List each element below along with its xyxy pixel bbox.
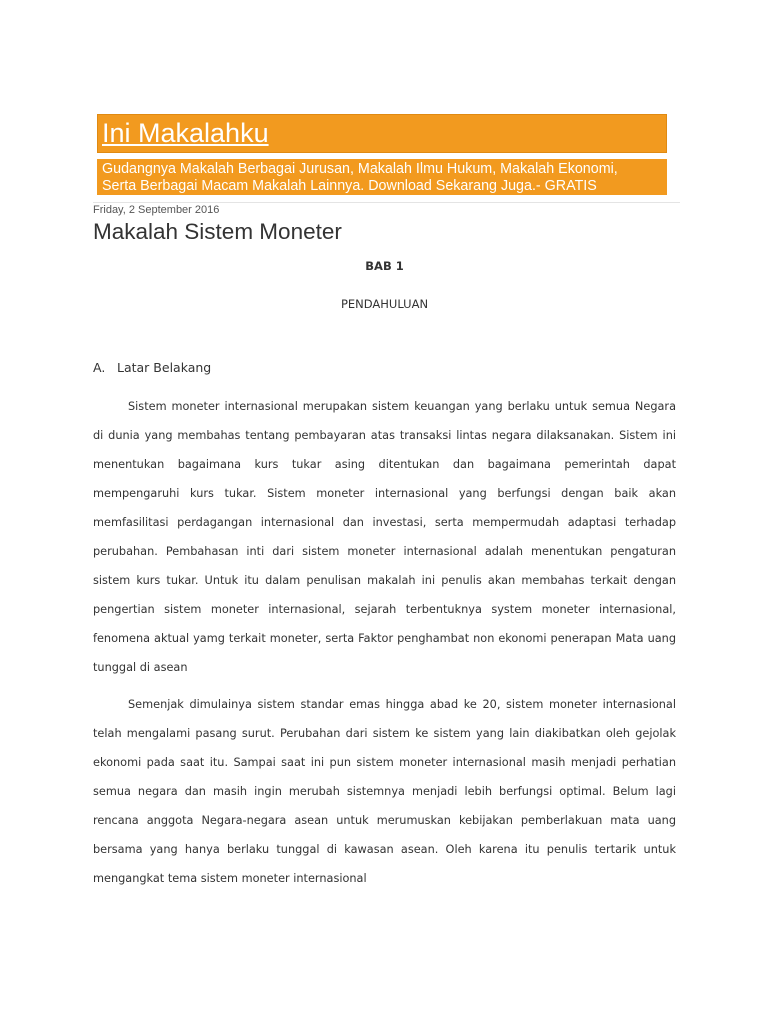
paragraph-line: ekonomi pada saat itu. Sampai saat ini pun sistem moneter internasional masih menjadi perhatian xyxy=(93,756,676,769)
chapter-number: BAB 1 xyxy=(365,259,404,273)
paragraph-1 xyxy=(93,398,676,688)
paragraph-line: tunggal di asean xyxy=(93,661,188,674)
paragraph-line: bersama yang hanya berlaku tunggal di kawasan asean. Oleh karena itu penulis tertarik untuk xyxy=(93,843,676,856)
paragraph-line: sistem kurs tukar. Untuk itu dalam penulisan makalah ini penulis akan membahas terkait dengan xyxy=(93,574,676,587)
section-title: Latar Belakang xyxy=(117,360,212,375)
paragraph-line: semua negara dan masih ingin merubah sistemnya menjadi lebih berfungsi optimal. Belum lagi xyxy=(93,785,676,798)
paragraph-line: telah mengalami pasang surut. Perubahan dari sistem ke sistem yang lain diakibatkan oleh gejolak xyxy=(93,727,676,740)
chapter-title: PENDAHULUAN xyxy=(340,297,429,311)
blog-description-line: Serta Berbagai Macam Makalah Lainnya. Download Sekarang Juga.- GRATIS xyxy=(102,178,597,194)
post-date: Friday, 2 September 2016 xyxy=(93,204,220,216)
paragraph-line: mengangkat tema sistem moneter internasional xyxy=(93,872,367,885)
blog-title-link[interactable]: Ini Makalahku xyxy=(102,118,269,148)
paragraph-line: fenomena aktual yamg terkait moneter, serta Faktor penghambat non ekonomi penerapan Mata uang xyxy=(93,632,676,645)
section-number: A. xyxy=(93,360,106,375)
blog-header-banner xyxy=(97,114,667,153)
blog-description xyxy=(97,159,667,195)
section-heading xyxy=(93,360,211,375)
paragraph-line: menentukan bagaimana kurs tukar asing ditentukan dan bagaimana pemerintah dapat xyxy=(93,458,676,471)
paragraph-line: Sistem moneter internasional merupakan sistem keuangan yang berlaku untuk semua Negara xyxy=(128,400,676,413)
paragraph-line: rencana anggota Negara-negara asean untuk merumuskan kebijakan pemberlakuan mata uang xyxy=(93,814,676,827)
paragraph-line: di dunia yang membahas tentang pembayaran atas transaksi lintas negara dilaksanakan. Sistem ini xyxy=(93,429,676,442)
blog-description-line: Gudangnya Makalah Berbagai Jurusan, Makalah Ilmu Hukum, Makalah Ekonomi, xyxy=(102,161,618,177)
paragraph-line: perubahan. Pembahasan inti dari sistem moneter internasional adalah menentukan pengaturan xyxy=(93,545,676,558)
paragraph-line: pengertian sistem moneter internasional, sejarah terbentuknya system moneter internasional, xyxy=(93,603,676,616)
paragraph-2 xyxy=(93,696,676,899)
paragraph-line: Semenjak dimulainya sistem standar emas hingga abad ke 20, sistem moneter internasional xyxy=(128,698,676,711)
paragraph-line: memfasilitasi perdagangan internasional dan investasi, serta mempermudah adaptasi terhadap xyxy=(93,516,676,529)
header-divider xyxy=(93,202,680,203)
paragraph-line: mempengaruhi kurs tukar. Sistem moneter internasional yang berfungsi dengan baik akan xyxy=(93,487,676,500)
post-title: Makalah Sistem Moneter xyxy=(93,219,342,244)
